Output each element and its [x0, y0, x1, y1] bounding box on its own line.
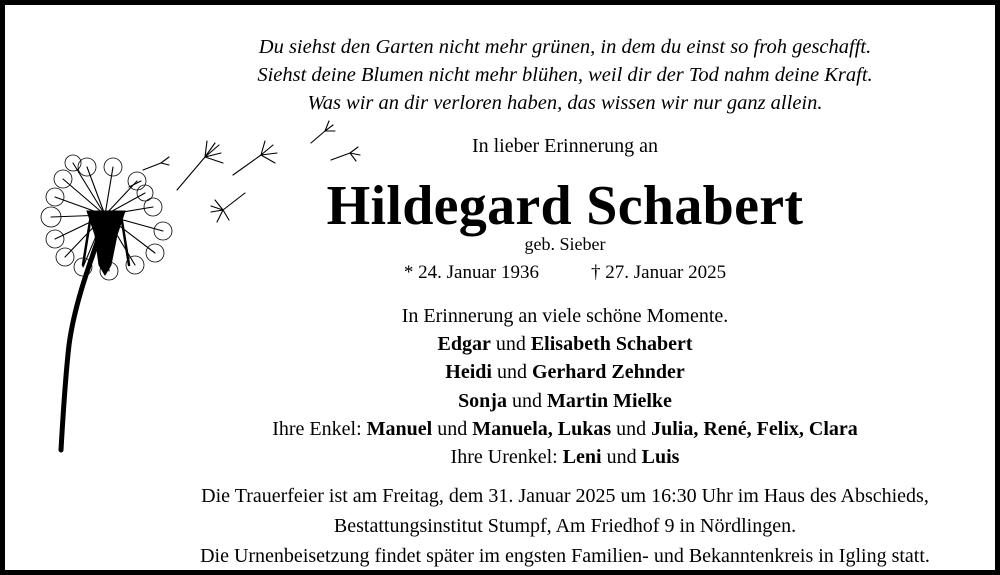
full-name: Elisabeth Schabert	[530, 333, 693, 356]
life-dates	[165, 261, 965, 285]
full-name: Gerhard Zehnder	[531, 361, 685, 384]
poem-line: Siehst deine Blumen nicht mehr blühen, weil dir der Tod nahm deine Kraft.	[257, 64, 873, 86]
birth-name: geb. Sieber	[524, 234, 606, 254]
couple-1	[165, 330, 965, 358]
conjunction: und	[496, 361, 527, 384]
full-name: Martin Mielke	[546, 389, 672, 412]
conjunction: und	[495, 333, 526, 356]
poem-line: Was wir an dir verloren haben, das wissen wir nur ganz allein.	[307, 92, 823, 114]
first-name: Sonja	[458, 389, 507, 412]
mourners	[165, 302, 965, 471]
conjunction: und	[511, 389, 542, 412]
first-name: Heidi	[445, 361, 492, 384]
conjunction: und	[606, 446, 637, 469]
couple-2	[165, 358, 965, 386]
poem-line: Du siehst den Garten nicht mehr grünen, in dem du einst so froh geschafft.	[258, 36, 872, 58]
grandchild-names: Manuela, Lukas	[472, 417, 612, 440]
couple-3	[165, 387, 965, 415]
conjunction: und	[437, 417, 468, 440]
grandchild-names: Julia, René, Felix, Clara	[651, 417, 858, 440]
grandchildren-line	[165, 415, 965, 443]
poem	[165, 33, 965, 117]
conjunction: und	[616, 417, 647, 440]
intro-line: In lieber Erinnerung an	[471, 135, 659, 157]
great-grandchild-name: Leni	[562, 446, 602, 469]
notice-line: Bestattungsinstitut Stumpf, Am Friedhof 9 in Nördlingen.	[333, 515, 797, 537]
great-grandchildren-line	[165, 443, 965, 471]
grandchild-names: Manuel	[366, 417, 433, 440]
funeral-notice	[155, 481, 975, 571]
birth-date: * 24. Januar 1936	[403, 262, 539, 283]
great-grandchildren-label: Ihre Urenkel:	[450, 446, 558, 469]
great-grandchild-name: Luis	[641, 446, 680, 469]
notice-line: Die Urnenbeisetzung findet später im engsten Familien- und Bekanntenkreis in Igling statt.	[200, 545, 930, 567]
grandchildren-label: Ihre Enkel:	[272, 417, 362, 440]
death-date: † 27. Januar 2025	[591, 262, 727, 283]
notice-line: Die Trauerfeier ist am Freitag, dem 31. Januar 2025 um 16:30 Uhr im Haus des Abschieds,	[201, 485, 929, 507]
memory-line: In Erinnerung an viele schöne Momente.	[401, 305, 729, 327]
first-name: Edgar	[437, 333, 491, 356]
deceased-name: Hildegard Schabert	[326, 175, 804, 237]
